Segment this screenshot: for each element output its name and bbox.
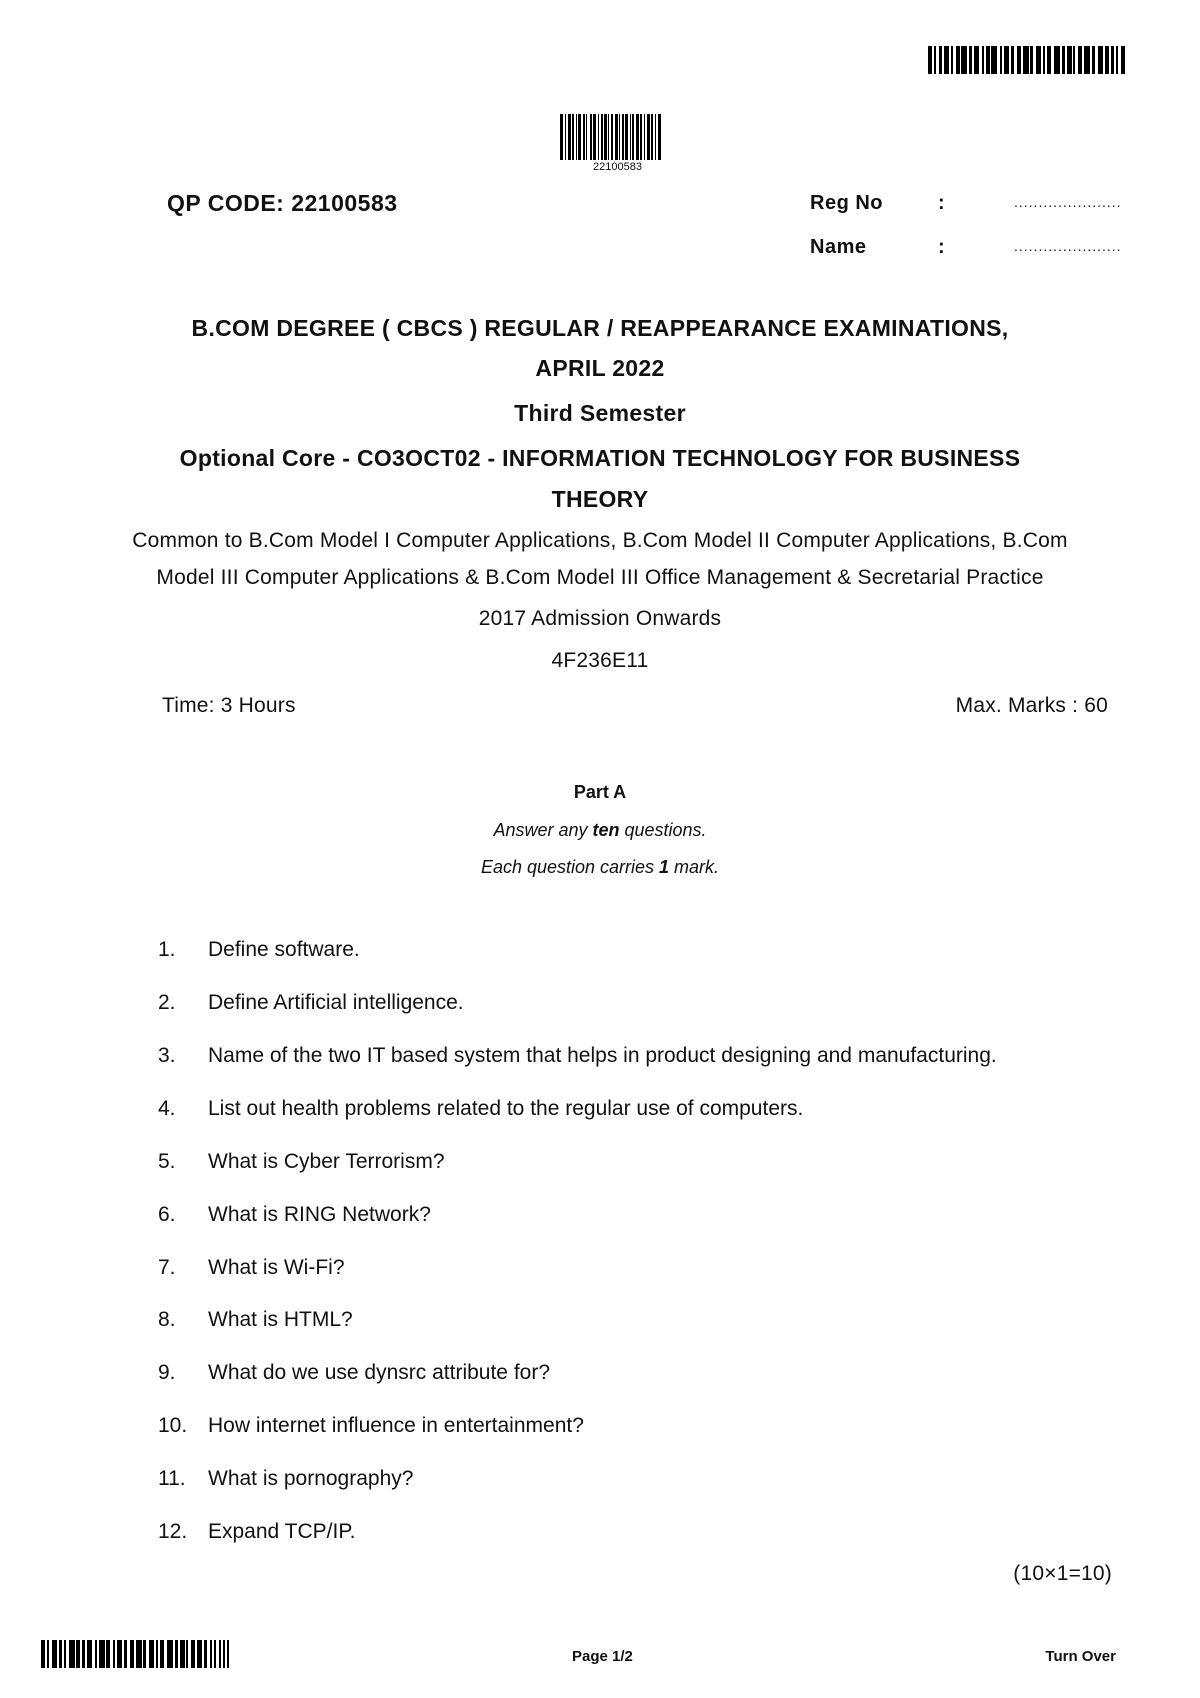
qp-code: QP CODE: 22100583	[167, 190, 398, 216]
barcode-number: 22100583	[593, 161, 642, 173]
page-number: Page 1/2	[572, 1648, 633, 1665]
name-label: Name	[810, 236, 867, 258]
name-blank: ......................	[1014, 238, 1122, 254]
question-item: 1. Define software.	[158, 938, 360, 961]
common-to-line2: Model III Computer Applications & B.Com Model III Office Management & Secretarial Practice	[156, 566, 1044, 589]
question-item: 2. Define Artificial intelligence.	[158, 991, 464, 1014]
part-a-marks-total: (10×1=10)	[1013, 1562, 1112, 1585]
question-item: 4. List out health problems related to the regular use of computers.	[158, 1097, 804, 1120]
semester: Third Semester	[514, 400, 686, 426]
name-colon: :	[938, 236, 946, 258]
question-item: 7. What is Wi-Fi?	[158, 1256, 345, 1279]
exam-title-line2: APRIL 2022	[535, 355, 665, 381]
top-right-barcode	[928, 46, 1133, 74]
question-item: 12. Expand TCP/IP.	[158, 1520, 356, 1543]
reg-no-colon: :	[938, 192, 946, 214]
qp-barcode	[560, 114, 675, 173]
question-item: 8. What is HTML?	[158, 1308, 353, 1331]
question-item: 9. What do we use dynsrc attribute for?	[158, 1361, 550, 1384]
max-marks: Max. Marks : 60	[955, 694, 1108, 717]
reg-no-label: Reg No	[810, 192, 883, 214]
course-title-line1: Optional Core - CO3OCT02 - INFORMATION TECHNOLOGY FOR BUSINESS	[179, 445, 1021, 471]
part-a-heading: Part A	[573, 782, 627, 802]
question-item: 11. What is pornography?	[158, 1467, 414, 1490]
course-title-line2: THEORY	[551, 486, 649, 512]
question-item: 3. Name of the two IT based system that helps in product designing and manufacturing.	[158, 1044, 997, 1067]
reg-no-blank: ......................	[1014, 194, 1122, 210]
paper-code: 4F236E11	[551, 649, 649, 672]
common-to-line1: Common to B.Com Model I Computer Applications, B.Com Model II Computer Applications, B.Com	[132, 529, 1068, 552]
exam-title-line1: B.COM DEGREE ( CBCS ) REGULAR / REAPPEARANCE EXAMINATIONS,	[191, 315, 1009, 341]
bottom-left-barcode	[41, 1640, 246, 1668]
question-item: 10. How internet influence in entertainment?	[158, 1414, 584, 1437]
part-a-instruction-2: Each question carries 1 mark.	[480, 857, 720, 877]
question-item: 6. What is RING Network?	[158, 1203, 431, 1226]
admission: 2017 Admission Onwards	[478, 607, 722, 630]
part-a-instruction-1: Answer any ten questions.	[493, 820, 707, 840]
question-item: 5. What is Cyber Terrorism?	[158, 1150, 445, 1173]
time-allowed: Time: 3 Hours	[162, 694, 296, 717]
turn-over: Turn Over	[1045, 1648, 1116, 1665]
